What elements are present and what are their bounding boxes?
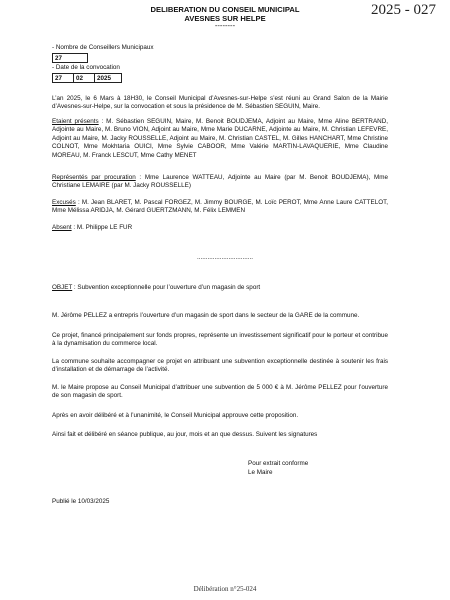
body-paragraph: La commune souhaite accompagner ce projet en attribuant une subvention exceptionnelle destinée à soutenir les frais d’installation et de démarrage de l’activité. <box>52 358 388 374</box>
convocation-label: - Date de la convocation <box>52 64 120 71</box>
absent-members <box>52 224 388 232</box>
section-separator: ................................ <box>197 254 253 261</box>
deliberation-reference: 2025 - 027 <box>371 2 436 18</box>
signature-line-1: Pour extrait conforme <box>248 460 309 467</box>
body-paragraph: M. Jérôme PELLEZ a entrepris l’ouverture d’un magasin de sport dans le secteur de la GARE de la commune. <box>52 312 360 319</box>
excused-label: Excusés <box>52 199 76 206</box>
signature-line-2: Le Maire <box>248 469 273 476</box>
publication-date: Publié le 10/03/2025 <box>52 498 110 505</box>
body-paragraph: Après en avoir délibéré et à l’unanimité, le Conseil Municipal approuve cette proposition. <box>52 412 299 419</box>
proxy-list: : Mme Laurence WATTEAU, Adjointe au Maire (par M. Benoit BOUDJEMA), Mme Christiane LEMAIRE (par M. Jacky ROUSSELLE) <box>52 174 388 190</box>
body-paragraph: M. le Maire propose au Conseil Municipal d’attribuer une subvention de 5 000 € à M. Jérôme PELLEZ pour l’ouverture de son magasin de sport. <box>52 384 388 400</box>
convocation-date-box <box>52 73 122 83</box>
title-rule: -------- <box>214 21 236 30</box>
councillors-label: - Nombre de Conseillers Municipaux <box>52 44 154 51</box>
town-name: AVESNES SUR HELPE <box>184 14 266 23</box>
absent-list: : M. Philippe LE FUR <box>71 224 133 231</box>
present-list: : M. Sébastien SEGUIN, Maire, M. Benoit BOUDJEMA, Adjoint au Maire, Mme Aline BERTRAND, Adjointe au Maire, M. Bruno VION, Adjoint au Maire, Mme Marie DUCARNE, Adjointe au Maire, M. Christian LEFEVRE, Adjoint au Maire, M. Jacky ROUSSELLE, Adjoint au Maire, M. Christian CASTEL, M. Gilles HANCHART, Mme Christine COLNOT, Mme Mokhtaria OUICI, Mme Sylvie CABOOR, Mme Valérie MARTIN-LAVAQUERIE, Mme Claudine MOREAU, M. Franck LESCUT, Mme Cathy MENET <box>52 118 388 159</box>
absent-label: Absent <box>52 224 72 231</box>
councillors-box <box>52 53 88 63</box>
body-paragraph: Ainsi fait et délibéré en séance publique, au jour, mois et an que dessus. Suivent les signatures <box>52 431 318 438</box>
present-members <box>52 118 388 160</box>
page-footer: Délibération n°25-024 <box>193 585 257 593</box>
councillors-value: 27 <box>53 54 88 63</box>
proxy-members <box>52 174 388 191</box>
convocation-year: 2025 <box>95 74 122 83</box>
meeting-intro: L’an 2025, le 6 Mars à 18H30, le Conseil Municipal d’Avesnes-sur-Helpe s’est réuni au Grand Salon de la Mairie d’Avesnes-sur-Helpe, sur la convocation et sous la présidence de M. Sébastien SEGUIN, Maire. <box>52 95 388 111</box>
present-label: Etaient présents <box>52 118 99 125</box>
deliberation-object <box>52 284 388 292</box>
convocation-day: 27 <box>53 74 74 83</box>
object-label: OBJET <box>52 284 73 291</box>
document-title: DELIBERATION DU CONSEIL MUNICIPAL <box>150 5 300 14</box>
proxy-label: Représentés par procuration <box>52 174 136 181</box>
excused-members <box>52 199 388 216</box>
convocation-month: 02 <box>74 74 95 83</box>
object-text: : Subvention exceptionnelle pour l’ouverture d’un magasin de sport <box>72 284 261 291</box>
body-paragraph: Ce projet, financé principalement sur fonds propres, représente un investissement significatif pour le porteur et contribue à la dynamisation du commerce local. <box>52 332 388 348</box>
excused-list: : M. Jean BLARET, M. Pascal FORGEZ, M. Jimmy BOURGE, M. Loïc PEROT, Mme Anne Laure CATTELOT, Mme Mélissa ARIDJA, M. Gérard GUERTZMANN, M. Félix LEMMEN <box>52 199 388 215</box>
